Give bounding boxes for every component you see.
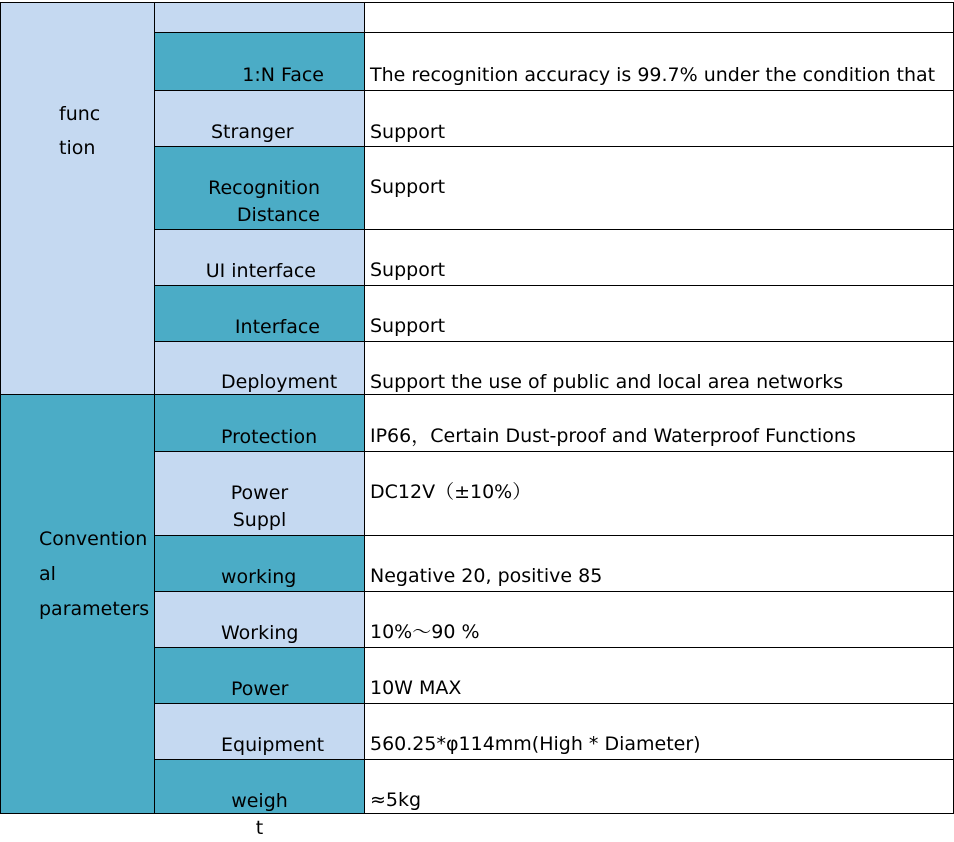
group-conventional-parameters [0, 394, 154, 814]
label-working-temperature: working [154, 535, 364, 591]
label-stranger-detection: Stranger [154, 90, 364, 146]
value-equipment-dimensions: 560.25*φ114mm(High * Diameter) [364, 703, 953, 759]
label-protection-level: Protection [154, 394, 364, 451]
label-face-recognition: 1:N Face [154, 32, 364, 90]
value-weight: ≈5kg [364, 759, 953, 814]
value-protection-level: IP66，Certain Dust-proof and Waterproof Functions [364, 394, 953, 451]
group-function [0, 2, 154, 394]
label-working-humidity: Working [154, 591, 364, 647]
value-power-waste: 10W MAX [364, 647, 953, 703]
value-detection [364, 2, 953, 32]
label-power-supply: Power Suppl [154, 451, 364, 535]
value-deployment-mode: Support the use of public and local area networks [364, 341, 953, 394]
value-ui-interface: Support [364, 229, 953, 285]
label-ui-interface: UI interface [154, 229, 364, 285]
label-power-waste: Power [154, 647, 364, 703]
value-power-supply: DC12V（±10%） [364, 451, 953, 535]
label-recognition-distance: Recognition Distance [154, 146, 364, 229]
value-recognition-distance: Support [364, 146, 953, 229]
value-interface-configuration: Support [364, 285, 953, 341]
group-label: func tion [59, 103, 101, 159]
label-equipment-dimensions: Equipment [154, 703, 364, 759]
group-label: Convention al parameters [39, 528, 150, 620]
value-stranger-detection: Support [364, 90, 953, 146]
value-working-temperature: Negative 20, positive 85 [364, 535, 953, 591]
label-interface-configuration: Interface [154, 285, 364, 341]
label-weight: weigh t [154, 759, 364, 814]
label-deployment-mode: Deployment [154, 341, 364, 394]
value-face-recognition: The recognition accuracy is 99.7% under the condition that [364, 32, 953, 90]
label-detection [154, 2, 364, 32]
value-working-humidity: 10%～90 % [364, 591, 953, 647]
